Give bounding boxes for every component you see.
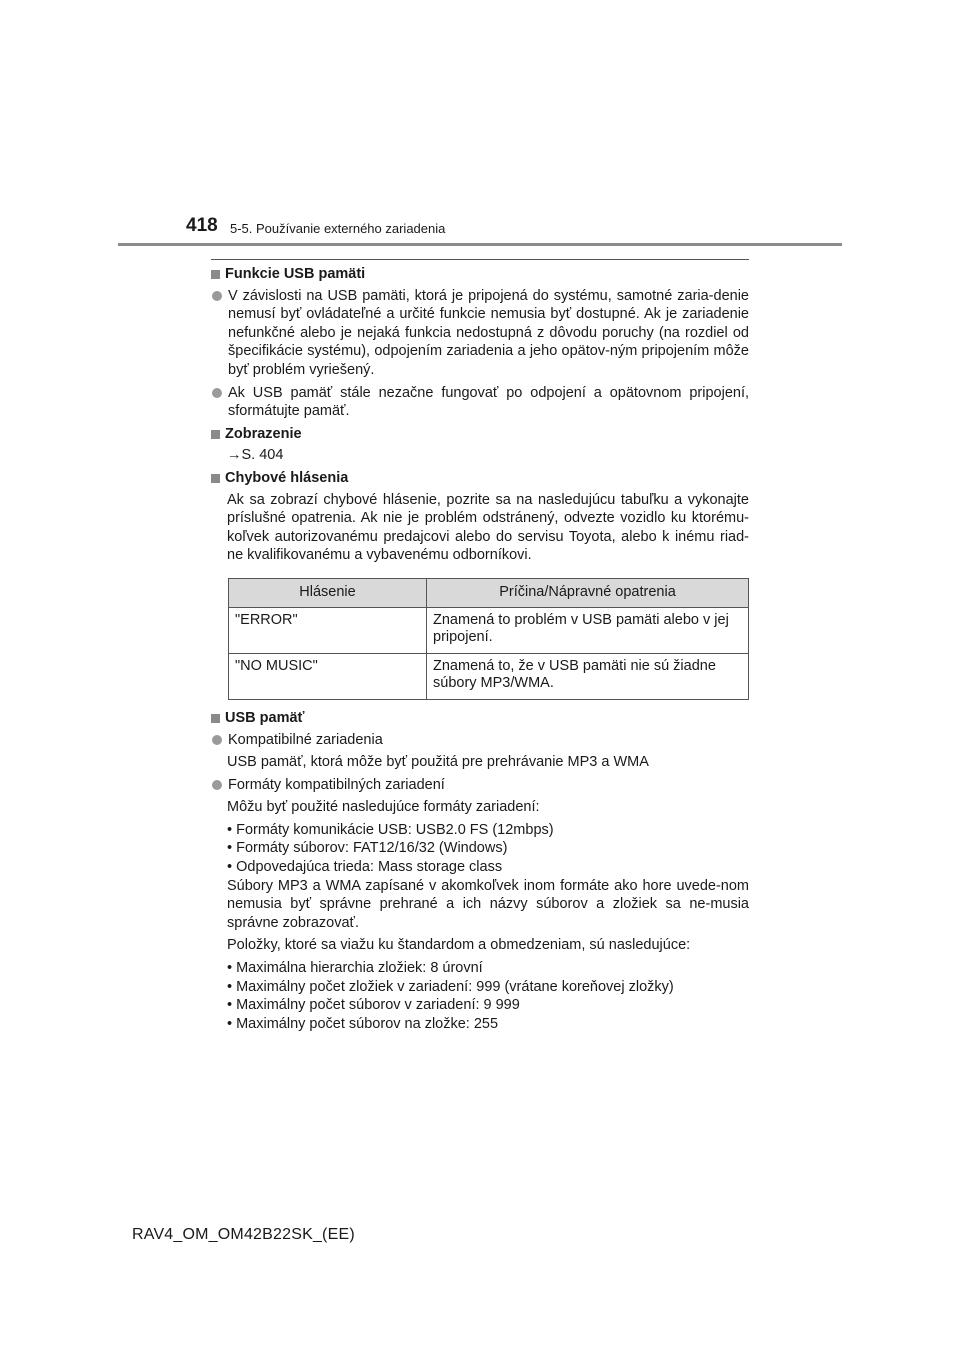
- document-code: RAV4_OM_OM42B22SK_(EE): [132, 1226, 355, 1243]
- list-item: • Odpovedajúca trieda: Mass storage class: [227, 859, 503, 876]
- bullet-text: V závislosti na USB pamäti, ktorá je pripojená do systému, samotné zaria-denie nemusí byť ovládateľné a určité funkcie nemusia byť dostupné. Ak je zariadenie nefunkčné alebo je nejaká funkcia nedostupná z dôvodu poruchy (na rozdiel od špecifikácie systému), odpojením zariadenia a jeho opätov-ným pripojením môže byť problém vyriešený.: [228, 287, 749, 378]
- error-messages-table: [228, 578, 749, 700]
- list-item: • Formáty súborov: FAT12/16/32 (Windows): [227, 840, 508, 857]
- usb-memory-heading: [211, 709, 749, 728]
- page-content: [211, 265, 749, 1033]
- list-item: • Maximálna hierarchia zložiek: 8 úrovní: [227, 960, 483, 977]
- list-item: • Formáty komunikácie USB: USB2.0 FS (12mbps): [227, 821, 554, 838]
- table-header: Príčina/Nápravné opatrenia: [427, 578, 749, 607]
- table-cell: Znamená to, že v USB pamäti nie sú žiadne súbory MP3/WMA.: [427, 653, 749, 699]
- bullet-text: Ak USB pamäť stále nezačne fungovať po odpojení a opätovnom pripojení, sformátujte pamäť.: [228, 384, 749, 420]
- section-title: 5-5. Používanie externého zariadenia: [230, 221, 446, 236]
- list-item: • Maximálny počet zložiek v zariadení: 999 (vrátane koreňovej zložky): [227, 978, 674, 995]
- page-number: 418: [186, 215, 218, 236]
- table-cell: "NO MUSIC": [229, 653, 427, 699]
- list-item: • Maximálny počet súborov na zložke: 255: [227, 1015, 499, 1032]
- round-bullet-icon: [212, 780, 222, 790]
- square-bullet-icon: [211, 430, 220, 439]
- round-bullet-icon: [212, 735, 222, 745]
- table-cell: Znamená to problém v USB pamäti alebo v jej pripojení.: [427, 607, 749, 653]
- formats-note: Súbory MP3 a WMA zapísané v akomkoľvek inom formáte ako hore uvede-nom nemusia byť správne prehrané a ich názvy súborov a zložiek sa ne-musia správne zobrazovať.: [227, 877, 749, 931]
- list-item: [211, 287, 749, 380]
- bullet-text: Formáty kompatibilných zariadení: [228, 776, 445, 793]
- round-bullet-icon: [212, 291, 222, 301]
- table-header: Hlásenie: [229, 578, 427, 607]
- display-heading: [211, 425, 749, 444]
- table-row: [229, 653, 749, 699]
- bullet-text: Kompatibilné zariadenia: [228, 731, 383, 748]
- list-item: [211, 731, 749, 750]
- errors-heading: [211, 469, 749, 488]
- square-bullet-icon: [211, 474, 220, 483]
- heading-text: Zobrazenie: [225, 425, 302, 442]
- content-top-rule: [211, 259, 749, 260]
- list-item: [211, 776, 749, 795]
- square-bullet-icon: [211, 714, 220, 723]
- formats-intro: Môžu byť použité nasledujúce formáty zariadení:: [227, 799, 540, 816]
- round-bullet-icon: [212, 388, 222, 398]
- compatible-text: USB pamäť, ktorá môže byť použitá pre prehrávanie MP3 a WMA: [227, 754, 649, 771]
- limits-intro: Položky, ktoré sa viažu ku štandardom a obmedzeniam, sú nasledujúce:: [227, 937, 691, 954]
- usb-functions-heading: [211, 265, 749, 284]
- heading-text: Funkcie USB pamäti: [225, 266, 366, 282]
- display-reference: →S. 404: [227, 447, 284, 464]
- square-bullet-icon: [211, 270, 220, 279]
- list-item: [211, 384, 749, 421]
- header-rule: [118, 243, 842, 246]
- list-item: • Maximálny počet súborov v zariadení: 9 999: [227, 997, 520, 1014]
- table-row: [229, 607, 749, 653]
- heading-text: USB pamäť: [225, 709, 305, 726]
- errors-intro: Ak sa zobrazí chybové hlásenie, pozrite sa na nasledujúcu tabuľku a vykonajte príslušné opatrenia. Ak nie je problém odstránený, odvezte vozidlo ku ktorému-koľvek autorizovanému predajcovi alebo do servisu Toyota, alebo k inému riad-ne kvalifikovanému a vybavenému odborníkovi.: [227, 491, 749, 564]
- heading-text: Chybové hlásenia: [225, 469, 349, 486]
- table-cell: "ERROR": [229, 607, 427, 653]
